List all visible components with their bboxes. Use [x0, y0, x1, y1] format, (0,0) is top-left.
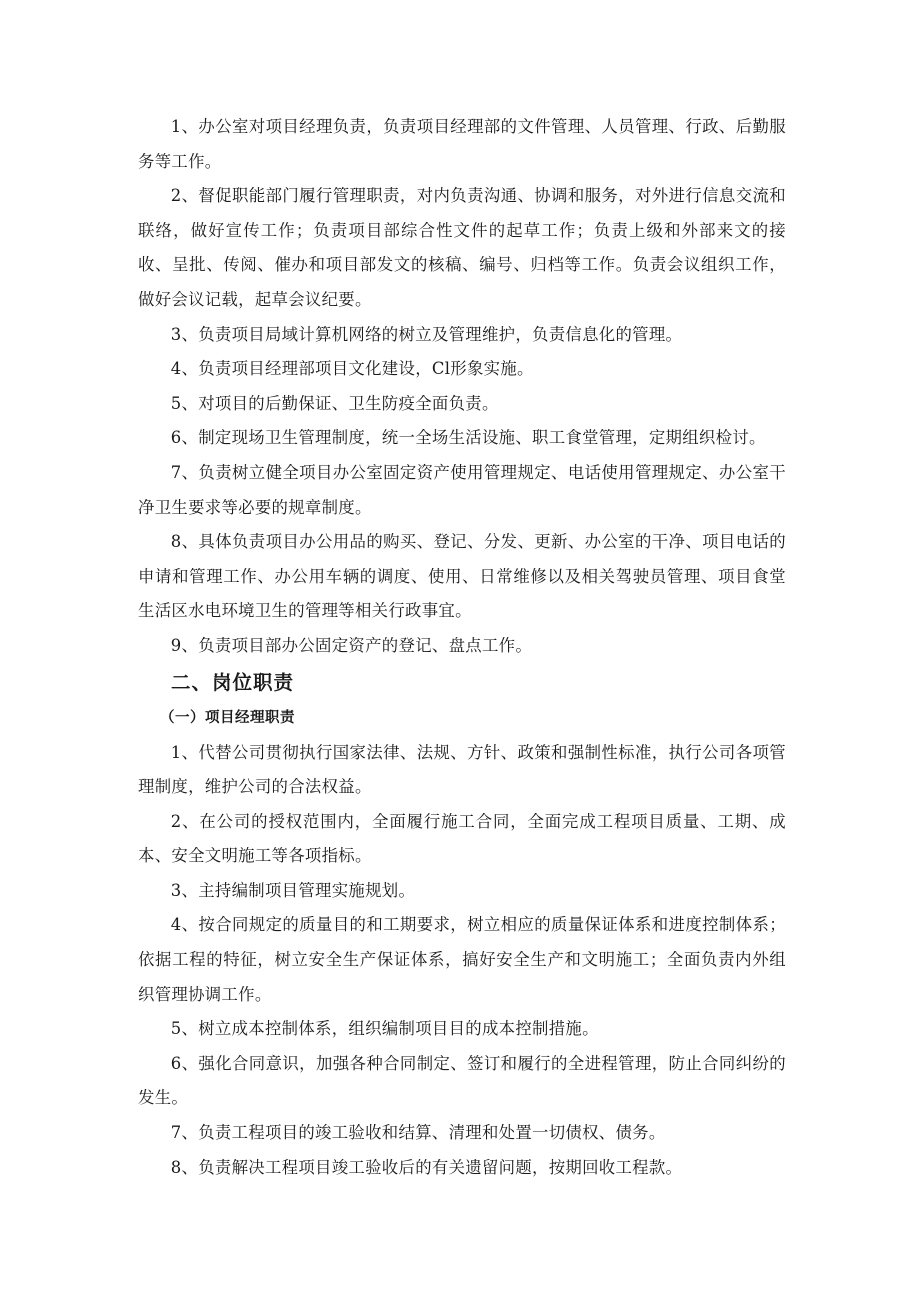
manager-duty-8: 8、负责解决工程项目竣工验收后的有关遗留问题，按期回收工程款。	[170, 1157, 683, 1177]
manager-duty-7: 7、负责工程项目的竣工验收和结算、清理和处置一切债权、债务。	[170, 1123, 666, 1143]
office-duty-4: 4、负责项目经理部项目文化建设，Cl形象实施。	[170, 359, 534, 379]
section-heading: 二、岗位职责	[171, 670, 295, 694]
manager-duty-6: 6、强化合同意识，加强各种合同制定、签订和履行的全进程管理，防止合同纠纷的发生。	[138, 1053, 786, 1108]
manager-duty-3: 3、主持编制项目管理实施规划。	[170, 880, 416, 900]
office-duty-9: 9、负责项目部办公固定资产的登记、盘点工作。	[170, 635, 533, 655]
manager-duty-4: 4、按合同规定的质量目的和工期要求，树立相应的质量保证体系和进度控制体系；依据工程的特征，树立安全生产保证体系，搞好安全生产和文明施工；全面负责内外组织管理协调工作。	[138, 915, 786, 1004]
document-page	[138, 110, 786, 1185]
manager-duty-1: 1、代替公司贯彻执行国家法律、法规、方针、政策和强制性标准，执行公司各项管理制度，维护公司的合法权益。	[138, 742, 786, 797]
office-duty-8: 8、具体负责项目办公用品的购买、登记、分发、更新、办公室的干净、项目电话的申请和管理工作、办公用车辆的调度、使用、日常维修以及相关驾驶员管理、项目食堂生活区水电环境卫生的管理等相关行政事宜。	[138, 532, 786, 621]
office-duty-2: 2、督促职能部门履行管理职责，对内负责沟通、协调和服务，对外进行信息交流和联络，做好宣传工作；负责项目部综合性文件的起草工作；负责上级和外部来文的接收、呈批、传阅、催办和项目部发文的核稿、编号、归档等工作。负责会议组织工作，做好会议记载，起草会议纪要。	[138, 186, 786, 309]
office-duty-5: 5、对项目的后勤保证、卫生防疫全面负责。	[170, 393, 499, 413]
office-duty-7: 7、负责树立健全项目办公室固定资产使用管理规定、电话使用管理规定、办公室干净卫生要求等必要的规章制度。	[138, 462, 786, 517]
subsection-heading: （一）项目经理职责	[160, 709, 295, 726]
office-duty-6: 6、制定现场卫生管理制度，统一全场生活设施、职工食堂管理，定期组织检讨。	[170, 428, 766, 448]
manager-duty-5: 5、树立成本控制体系，组织编制项目目的成本控制措施。	[170, 1019, 599, 1039]
office-duty-1: 1、办公室对项目经理负责，负责项目经理部的文件管理、人员管理、行政、后勤服务等工作。	[138, 117, 786, 171]
office-duty-3: 3、负责项目局域计算机网络的树立及管理维护，负责信息化的管理。	[170, 324, 683, 344]
manager-duty-2: 2、在公司的授权范围内，全面履行施工合同，全面完成工程项目质量、工期、成本、安全文明施工等各项指标。	[138, 811, 786, 866]
